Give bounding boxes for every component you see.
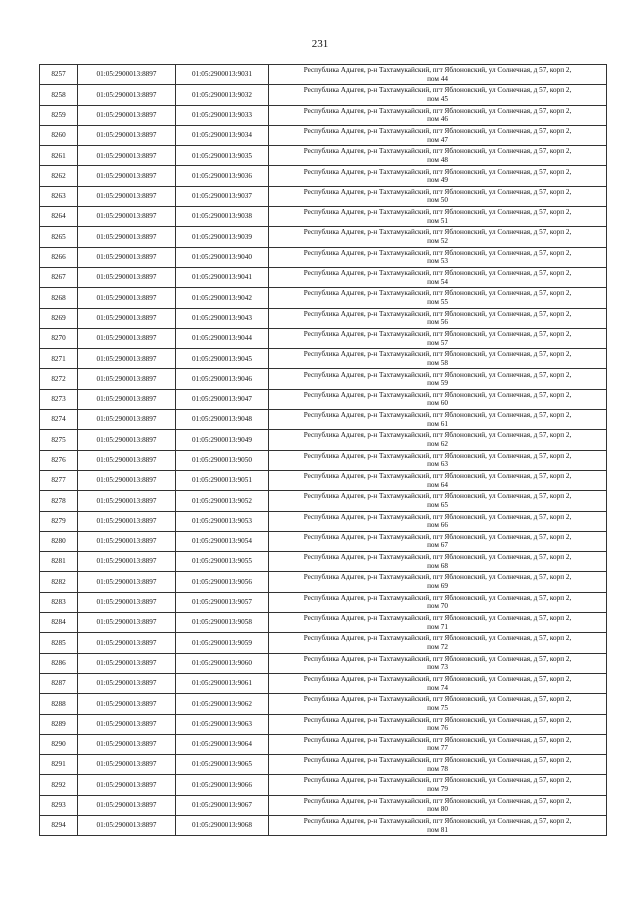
row-number-cell: 8292 bbox=[40, 775, 78, 795]
address-line: Республика Адыгея, р-н Тахтамукайский, пгт Яблоновский, ул Солнечная, д 57, корп 2, bbox=[303, 431, 572, 440]
parent-cadastral-number-cell: 01:05:2900013:8897 bbox=[78, 795, 176, 815]
row-number-cell: 8259 bbox=[40, 105, 78, 125]
parent-cadastral-number-cell: 01:05:2900013:8897 bbox=[78, 410, 176, 430]
table-row bbox=[40, 775, 607, 795]
table-row bbox=[40, 410, 607, 430]
address-cell bbox=[269, 795, 607, 815]
table-row bbox=[40, 166, 607, 186]
address-line: Республика Адыгея, р-н Тахтамукайский, пгт Яблоновский, ул Солнечная, д 57, корп 2, bbox=[303, 532, 572, 541]
room-number: пом 62 bbox=[427, 439, 448, 448]
table-row bbox=[40, 267, 607, 287]
parent-cadastral-number-cell: 01:05:2900013:8897 bbox=[78, 369, 176, 389]
address-cell bbox=[269, 653, 607, 673]
table-row bbox=[40, 734, 607, 754]
room-number: пом 47 bbox=[427, 135, 448, 144]
parent-cadastral-number-cell: 01:05:2900013:8897 bbox=[78, 186, 176, 206]
table-row bbox=[40, 572, 607, 592]
parent-cadastral-number-cell: 01:05:2900013:8897 bbox=[78, 85, 176, 105]
room-number: пом 68 bbox=[427, 561, 448, 570]
property-registry-table bbox=[39, 64, 607, 836]
room-number: пом 72 bbox=[427, 642, 448, 651]
parent-cadastral-number-cell: 01:05:2900013:8897 bbox=[78, 166, 176, 186]
row-number-cell: 8262 bbox=[40, 166, 78, 186]
table-row bbox=[40, 795, 607, 815]
table-row bbox=[40, 125, 607, 145]
parent-cadastral-number-cell: 01:05:2900013:8897 bbox=[78, 288, 176, 308]
room-number: пом 57 bbox=[427, 338, 448, 347]
cadastral-number-cell: 01:05:2900013:9061 bbox=[176, 673, 269, 693]
address-cell bbox=[269, 450, 607, 470]
address-line: Республика Адыгея, р-н Тахтамукайский, пгт Яблоновский, ул Солнечная, д 57, корп 2, bbox=[303, 654, 572, 663]
address-cell bbox=[269, 308, 607, 328]
address-line: Республика Адыгея, р-н Тахтамукайский, пгт Яблоновский, ул Солнечная, д 57, корп 2, bbox=[303, 86, 572, 95]
row-number-cell: 8288 bbox=[40, 694, 78, 714]
room-number: пом 67 bbox=[427, 541, 448, 550]
address-line: Республика Адыгея, р-н Тахтамукайский, пгт Яблоновский, ул Солнечная, д 57, корп 2, bbox=[303, 451, 572, 460]
address-cell bbox=[269, 714, 607, 734]
cadastral-number-cell: 01:05:2900013:9031 bbox=[176, 65, 269, 85]
row-number-cell: 8266 bbox=[40, 247, 78, 267]
cadastral-number-cell: 01:05:2900013:9066 bbox=[176, 775, 269, 795]
address-cell bbox=[269, 227, 607, 247]
cadastral-number-cell: 01:05:2900013:9059 bbox=[176, 633, 269, 653]
parent-cadastral-number-cell: 01:05:2900013:8897 bbox=[78, 815, 176, 835]
parent-cadastral-number-cell: 01:05:2900013:8897 bbox=[78, 531, 176, 551]
parent-cadastral-number-cell: 01:05:2900013:8897 bbox=[78, 328, 176, 348]
row-number-cell: 8264 bbox=[40, 207, 78, 227]
address-line: Республика Адыгея, р-н Тахтамукайский, пгт Яблоновский, ул Солнечная, д 57, корп 2, bbox=[303, 147, 572, 156]
parent-cadastral-number-cell: 01:05:2900013:8897 bbox=[78, 633, 176, 653]
table-row bbox=[40, 207, 607, 227]
row-number-cell: 8273 bbox=[40, 389, 78, 409]
table-row bbox=[40, 430, 607, 450]
room-number: пом 63 bbox=[427, 460, 448, 469]
table-row bbox=[40, 714, 607, 734]
room-number: пом 70 bbox=[427, 602, 448, 611]
row-number-cell: 8294 bbox=[40, 815, 78, 835]
room-number: пом 74 bbox=[427, 683, 448, 692]
address-line: Республика Адыгея, р-н Тахтамукайский, пгт Яблоновский, ул Солнечная, д 57, корп 2, bbox=[303, 512, 572, 521]
room-number: пом 65 bbox=[427, 500, 448, 509]
row-number-cell: 8265 bbox=[40, 227, 78, 247]
parent-cadastral-number-cell: 01:05:2900013:8897 bbox=[78, 146, 176, 166]
cadastral-number-cell: 01:05:2900013:9045 bbox=[176, 349, 269, 369]
row-number-cell: 8285 bbox=[40, 633, 78, 653]
address-cell bbox=[269, 288, 607, 308]
address-cell bbox=[269, 166, 607, 186]
address-line: Республика Адыгея, р-н Тахтамукайский, пгт Яблоновский, ул Солнечная, д 57, корп 2, bbox=[303, 167, 572, 176]
table-row bbox=[40, 552, 607, 572]
cadastral-number-cell: 01:05:2900013:9046 bbox=[176, 369, 269, 389]
room-number: пом 50 bbox=[427, 196, 448, 205]
row-number-cell: 8272 bbox=[40, 369, 78, 389]
parent-cadastral-number-cell: 01:05:2900013:8897 bbox=[78, 65, 176, 85]
cadastral-number-cell: 01:05:2900013:9049 bbox=[176, 430, 269, 450]
parent-cadastral-number-cell: 01:05:2900013:8897 bbox=[78, 673, 176, 693]
cadastral-number-cell: 01:05:2900013:9057 bbox=[176, 592, 269, 612]
row-number-cell: 8278 bbox=[40, 491, 78, 511]
address-line: Республика Адыгея, р-н Тахтамукайский, пгт Яблоновский, ул Солнечная, д 57, корп 2, bbox=[303, 411, 572, 420]
address-line: Республика Адыгея, р-н Тахтамукайский, пгт Яблоновский, ул Солнечная, д 57, корп 2, bbox=[303, 614, 572, 623]
address-line: Республика Адыгея, р-н Тахтамукайский, пгт Яблоновский, ул Солнечная, д 57, корп 2, bbox=[303, 573, 572, 582]
row-number-cell: 8260 bbox=[40, 125, 78, 145]
parent-cadastral-number-cell: 01:05:2900013:8897 bbox=[78, 125, 176, 145]
cadastral-number-cell: 01:05:2900013:9038 bbox=[176, 207, 269, 227]
address-cell bbox=[269, 369, 607, 389]
address-line: Республика Адыгея, р-н Тахтамукайский, пгт Яблоновский, ул Солнечная, д 57, корп 2, bbox=[303, 593, 572, 602]
row-number-cell: 8267 bbox=[40, 267, 78, 287]
address-line: Республика Адыгея, р-н Тахтамукайский, пгт Яблоновский, ул Солнечная, д 57, корп 2, bbox=[303, 471, 572, 480]
row-number-cell: 8276 bbox=[40, 450, 78, 470]
address-cell bbox=[269, 105, 607, 125]
row-number-cell: 8263 bbox=[40, 186, 78, 206]
table-row bbox=[40, 653, 607, 673]
address-cell bbox=[269, 207, 607, 227]
row-number-cell: 8270 bbox=[40, 328, 78, 348]
parent-cadastral-number-cell: 01:05:2900013:8897 bbox=[78, 755, 176, 775]
room-number: пом 71 bbox=[427, 622, 448, 631]
table-row bbox=[40, 511, 607, 531]
parent-cadastral-number-cell: 01:05:2900013:8897 bbox=[78, 349, 176, 369]
registry-table-body bbox=[40, 65, 607, 836]
address-cell bbox=[269, 815, 607, 835]
cadastral-number-cell: 01:05:2900013:9055 bbox=[176, 552, 269, 572]
room-number: пом 54 bbox=[427, 277, 448, 286]
address-cell bbox=[269, 186, 607, 206]
address-line: Республика Адыгея, р-н Тахтамукайский, пгт Яблоновский, ул Солнечная, д 57, корп 2, bbox=[303, 634, 572, 643]
cadastral-number-cell: 01:05:2900013:9065 bbox=[176, 755, 269, 775]
cadastral-number-cell: 01:05:2900013:9043 bbox=[176, 308, 269, 328]
address-cell bbox=[269, 85, 607, 105]
cadastral-number-cell: 01:05:2900013:9034 bbox=[176, 125, 269, 145]
parent-cadastral-number-cell: 01:05:2900013:8897 bbox=[78, 775, 176, 795]
address-line: Республика Адыгея, р-н Тахтамукайский, пгт Яблоновский, ул Солнечная, д 57, корп 2, bbox=[303, 187, 572, 196]
address-cell bbox=[269, 755, 607, 775]
cadastral-number-cell: 01:05:2900013:9044 bbox=[176, 328, 269, 348]
room-number: пом 45 bbox=[427, 94, 448, 103]
cadastral-number-cell: 01:05:2900013:9068 bbox=[176, 815, 269, 835]
row-number-cell: 8279 bbox=[40, 511, 78, 531]
cadastral-number-cell: 01:05:2900013:9041 bbox=[176, 267, 269, 287]
room-number: пом 78 bbox=[427, 764, 448, 773]
address-line: Республика Адыгея, р-н Тахтамукайский, пгт Яблоновский, ул Солнечная, д 57, корп 2, bbox=[303, 350, 572, 359]
cadastral-number-cell: 01:05:2900013:9047 bbox=[176, 389, 269, 409]
parent-cadastral-number-cell: 01:05:2900013:8897 bbox=[78, 592, 176, 612]
table-row bbox=[40, 65, 607, 85]
parent-cadastral-number-cell: 01:05:2900013:8897 bbox=[78, 572, 176, 592]
table-row bbox=[40, 247, 607, 267]
row-number-cell: 8269 bbox=[40, 308, 78, 328]
parent-cadastral-number-cell: 01:05:2900013:8897 bbox=[78, 430, 176, 450]
address-line: Республика Адыгея, р-н Тахтамукайский, пгт Яблоновский, ул Солнечная, д 57, корп 2, bbox=[303, 370, 572, 379]
row-number-cell: 8258 bbox=[40, 85, 78, 105]
table-row bbox=[40, 694, 607, 714]
row-number-cell: 8282 bbox=[40, 572, 78, 592]
table-row bbox=[40, 349, 607, 369]
address-cell bbox=[269, 592, 607, 612]
cadastral-number-cell: 01:05:2900013:9052 bbox=[176, 491, 269, 511]
room-number: пом 55 bbox=[427, 297, 448, 306]
parent-cadastral-number-cell: 01:05:2900013:8897 bbox=[78, 207, 176, 227]
page-number: 231 bbox=[311, 38, 329, 50]
address-line: Республика Адыгея, р-н Тахтамукайский, пгт Яблоновский, ул Солнечная, д 57, корп 2, bbox=[303, 228, 572, 237]
address-cell bbox=[269, 572, 607, 592]
cadastral-number-cell: 01:05:2900013:9035 bbox=[176, 146, 269, 166]
room-number: пом 46 bbox=[427, 115, 448, 124]
parent-cadastral-number-cell: 01:05:2900013:8897 bbox=[78, 247, 176, 267]
address-line: Республика Адыгея, р-н Тахтамукайский, пгт Яблоновский, ул Солнечная, д 57, корп 2, bbox=[303, 66, 572, 75]
parent-cadastral-number-cell: 01:05:2900013:8897 bbox=[78, 511, 176, 531]
parent-cadastral-number-cell: 01:05:2900013:8897 bbox=[78, 653, 176, 673]
address-cell bbox=[269, 552, 607, 572]
table-row bbox=[40, 85, 607, 105]
row-number-cell: 8268 bbox=[40, 288, 78, 308]
cadastral-number-cell: 01:05:2900013:9063 bbox=[176, 714, 269, 734]
address-cell bbox=[269, 146, 607, 166]
room-number: пом 76 bbox=[427, 724, 448, 733]
table-row bbox=[40, 755, 607, 775]
address-cell bbox=[269, 673, 607, 693]
row-number-cell: 8280 bbox=[40, 531, 78, 551]
address-cell bbox=[269, 328, 607, 348]
parent-cadastral-number-cell: 01:05:2900013:8897 bbox=[78, 734, 176, 754]
row-number-cell: 8293 bbox=[40, 795, 78, 815]
row-number-cell: 8290 bbox=[40, 734, 78, 754]
cadastral-number-cell: 01:05:2900013:9051 bbox=[176, 470, 269, 490]
table-row bbox=[40, 613, 607, 633]
cadastral-number-cell: 01:05:2900013:9048 bbox=[176, 410, 269, 430]
row-number-cell: 8281 bbox=[40, 552, 78, 572]
room-number: пом 53 bbox=[427, 257, 448, 266]
row-number-cell: 8275 bbox=[40, 430, 78, 450]
table-row bbox=[40, 592, 607, 612]
cadastral-number-cell: 01:05:2900013:9050 bbox=[176, 450, 269, 470]
address-cell bbox=[269, 734, 607, 754]
parent-cadastral-number-cell: 01:05:2900013:8897 bbox=[78, 267, 176, 287]
address-line: Республика Адыгея, р-н Тахтамукайский, пгт Яблоновский, ул Солнечная, д 57, корп 2, bbox=[303, 695, 572, 704]
parent-cadastral-number-cell: 01:05:2900013:8897 bbox=[78, 714, 176, 734]
room-number: пом 48 bbox=[427, 155, 448, 164]
address-line: Республика Адыгея, р-н Тахтамукайский, пгт Яблоновский, ул Солнечная, д 57, корп 2, bbox=[303, 309, 572, 318]
address-line: Республика Адыгея, р-н Тахтамукайский, пгт Яблоновский, ул Солнечная, д 57, корп 2, bbox=[303, 715, 572, 724]
cadastral-number-cell: 01:05:2900013:9058 bbox=[176, 613, 269, 633]
address-line: Республика Адыгея, р-н Тахтамукайский, пгт Яблоновский, ул Солнечная, д 57, корп 2, bbox=[303, 126, 572, 135]
row-number-cell: 8257 bbox=[40, 65, 78, 85]
room-number: пом 77 bbox=[427, 744, 448, 753]
address-cell bbox=[269, 389, 607, 409]
cadastral-number-cell: 01:05:2900013:9042 bbox=[176, 288, 269, 308]
address-cell bbox=[269, 247, 607, 267]
cadastral-number-cell: 01:05:2900013:9056 bbox=[176, 572, 269, 592]
table-row bbox=[40, 146, 607, 166]
address-line: Республика Адыгея, р-н Тахтамукайский, пгт Яблоновский, ул Солнечная, д 57, корп 2, bbox=[303, 817, 572, 826]
address-cell bbox=[269, 491, 607, 511]
address-cell bbox=[269, 511, 607, 531]
row-number-cell: 8261 bbox=[40, 146, 78, 166]
cadastral-number-cell: 01:05:2900013:9054 bbox=[176, 531, 269, 551]
address-line: Республика Адыгея, р-н Тахтамукайский, пгт Яблоновский, ул Солнечная, д 57, корп 2, bbox=[303, 735, 572, 744]
row-number-cell: 8274 bbox=[40, 410, 78, 430]
address-cell bbox=[269, 410, 607, 430]
address-cell bbox=[269, 775, 607, 795]
table-row bbox=[40, 328, 607, 348]
cadastral-number-cell: 01:05:2900013:9040 bbox=[176, 247, 269, 267]
room-number: пом 59 bbox=[427, 379, 448, 388]
row-number-cell: 8284 bbox=[40, 613, 78, 633]
address-cell bbox=[269, 125, 607, 145]
parent-cadastral-number-cell: 01:05:2900013:8897 bbox=[78, 694, 176, 714]
row-number-cell: 8271 bbox=[40, 349, 78, 369]
table-row bbox=[40, 673, 607, 693]
address-cell bbox=[269, 470, 607, 490]
table-row bbox=[40, 186, 607, 206]
address-line: Республика Адыгея, р-н Тахтамукайский, пгт Яблоновский, ул Солнечная, д 57, корп 2, bbox=[303, 674, 572, 683]
address-cell bbox=[269, 613, 607, 633]
room-number: пом 66 bbox=[427, 521, 448, 530]
address-line: Республика Адыгея, р-н Тахтамукайский, пгт Яблоновский, ул Солнечная, д 57, корп 2, bbox=[303, 553, 572, 562]
parent-cadastral-number-cell: 01:05:2900013:8897 bbox=[78, 552, 176, 572]
table-row bbox=[40, 288, 607, 308]
parent-cadastral-number-cell: 01:05:2900013:8897 bbox=[78, 491, 176, 511]
address-line: Республика Адыгея, р-н Тахтамукайский, пгт Яблоновский, ул Солнечная, д 57, корп 2, bbox=[303, 390, 572, 399]
address-cell bbox=[269, 65, 607, 85]
parent-cadastral-number-cell: 01:05:2900013:8897 bbox=[78, 389, 176, 409]
room-number: пом 69 bbox=[427, 582, 448, 591]
address-cell bbox=[269, 633, 607, 653]
address-cell bbox=[269, 694, 607, 714]
cadastral-number-cell: 01:05:2900013:9039 bbox=[176, 227, 269, 247]
cadastral-number-cell: 01:05:2900013:9064 bbox=[176, 734, 269, 754]
address-cell bbox=[269, 430, 607, 450]
room-number: пом 64 bbox=[427, 480, 448, 489]
address-line: Республика Адыгея, р-н Тахтамукайский, пгт Яблоновский, ул Солнечная, д 57, корп 2, bbox=[303, 269, 572, 278]
room-number: пом 75 bbox=[427, 703, 448, 712]
table-row bbox=[40, 491, 607, 511]
room-number: пом 80 bbox=[427, 805, 448, 814]
room-number: пом 56 bbox=[427, 318, 448, 327]
address-cell bbox=[269, 267, 607, 287]
cadastral-number-cell: 01:05:2900013:9036 bbox=[176, 166, 269, 186]
cadastral-number-cell: 01:05:2900013:9053 bbox=[176, 511, 269, 531]
address-line: Республика Адыгея, р-н Тахтамукайский, пгт Яблоновский, ул Солнечная, д 57, корп 2, bbox=[303, 776, 572, 785]
row-number-cell: 8283 bbox=[40, 592, 78, 612]
address-line: Республика Адыгея, р-н Тахтамукайский, пгт Яблоновский, ул Солнечная, д 57, корп 2, bbox=[303, 248, 572, 257]
address-line: Республика Адыгея, р-н Тахтамукайский, пгт Яблоновский, ул Солнечная, д 57, корп 2, bbox=[303, 289, 572, 298]
table-row bbox=[40, 450, 607, 470]
table-row bbox=[40, 369, 607, 389]
parent-cadastral-number-cell: 01:05:2900013:8897 bbox=[78, 308, 176, 328]
address-line: Республика Адыгея, р-н Тахтамукайский, пгт Яблоновский, ул Солнечная, д 57, корп 2, bbox=[303, 208, 572, 217]
address-line: Республика Адыгея, р-н Тахтамукайский, пгт Яблоновский, ул Солнечная, д 57, корп 2, bbox=[303, 492, 572, 501]
parent-cadastral-number-cell: 01:05:2900013:8897 bbox=[78, 450, 176, 470]
room-number: пом 73 bbox=[427, 663, 448, 672]
room-number: пом 51 bbox=[427, 216, 448, 225]
room-number: пом 61 bbox=[427, 419, 448, 428]
room-number: пом 60 bbox=[427, 399, 448, 408]
address-line: Республика Адыгея, р-н Тахтамукайский, пгт Яблоновский, ул Солнечная, д 57, корп 2, bbox=[303, 106, 572, 115]
table-row bbox=[40, 227, 607, 247]
table-row bbox=[40, 531, 607, 551]
row-number-cell: 8277 bbox=[40, 470, 78, 490]
table-row bbox=[40, 389, 607, 409]
room-number: пом 49 bbox=[427, 176, 448, 185]
room-number: пом 79 bbox=[427, 785, 448, 794]
table-row bbox=[40, 105, 607, 125]
cadastral-number-cell: 01:05:2900013:9060 bbox=[176, 653, 269, 673]
parent-cadastral-number-cell: 01:05:2900013:8897 bbox=[78, 105, 176, 125]
cadastral-number-cell: 01:05:2900013:9037 bbox=[176, 186, 269, 206]
row-number-cell: 8286 bbox=[40, 653, 78, 673]
address-line: Республика Адыгея, р-н Тахтамукайский, пгт Яблоновский, ул Солнечная, д 57, корп 2, bbox=[303, 796, 572, 805]
address-line: Республика Адыгея, р-н Тахтамукайский, пгт Яблоновский, ул Солнечная, д 57, корп 2, bbox=[303, 329, 572, 338]
table-row bbox=[40, 308, 607, 328]
parent-cadastral-number-cell: 01:05:2900013:8897 bbox=[78, 470, 176, 490]
table-row bbox=[40, 815, 607, 835]
cadastral-number-cell: 01:05:2900013:9033 bbox=[176, 105, 269, 125]
row-number-cell: 8291 bbox=[40, 755, 78, 775]
cadastral-number-cell: 01:05:2900013:9032 bbox=[176, 85, 269, 105]
room-number: пом 52 bbox=[427, 237, 448, 246]
address-cell bbox=[269, 349, 607, 369]
row-number-cell: 8287 bbox=[40, 673, 78, 693]
room-number: пом 44 bbox=[427, 74, 448, 83]
table-row bbox=[40, 470, 607, 490]
parent-cadastral-number-cell: 01:05:2900013:8897 bbox=[78, 613, 176, 633]
room-number: пом 58 bbox=[427, 358, 448, 367]
address-line: Республика Адыгея, р-н Тахтамукайский, пгт Яблоновский, ул Солнечная, д 57, корп 2, bbox=[303, 756, 572, 765]
row-number-cell: 8289 bbox=[40, 714, 78, 734]
table-row bbox=[40, 633, 607, 653]
cadastral-number-cell: 01:05:2900013:9067 bbox=[176, 795, 269, 815]
parent-cadastral-number-cell: 01:05:2900013:8897 bbox=[78, 227, 176, 247]
room-number: пом 81 bbox=[427, 825, 448, 834]
cadastral-number-cell: 01:05:2900013:9062 bbox=[176, 694, 269, 714]
address-cell bbox=[269, 531, 607, 551]
